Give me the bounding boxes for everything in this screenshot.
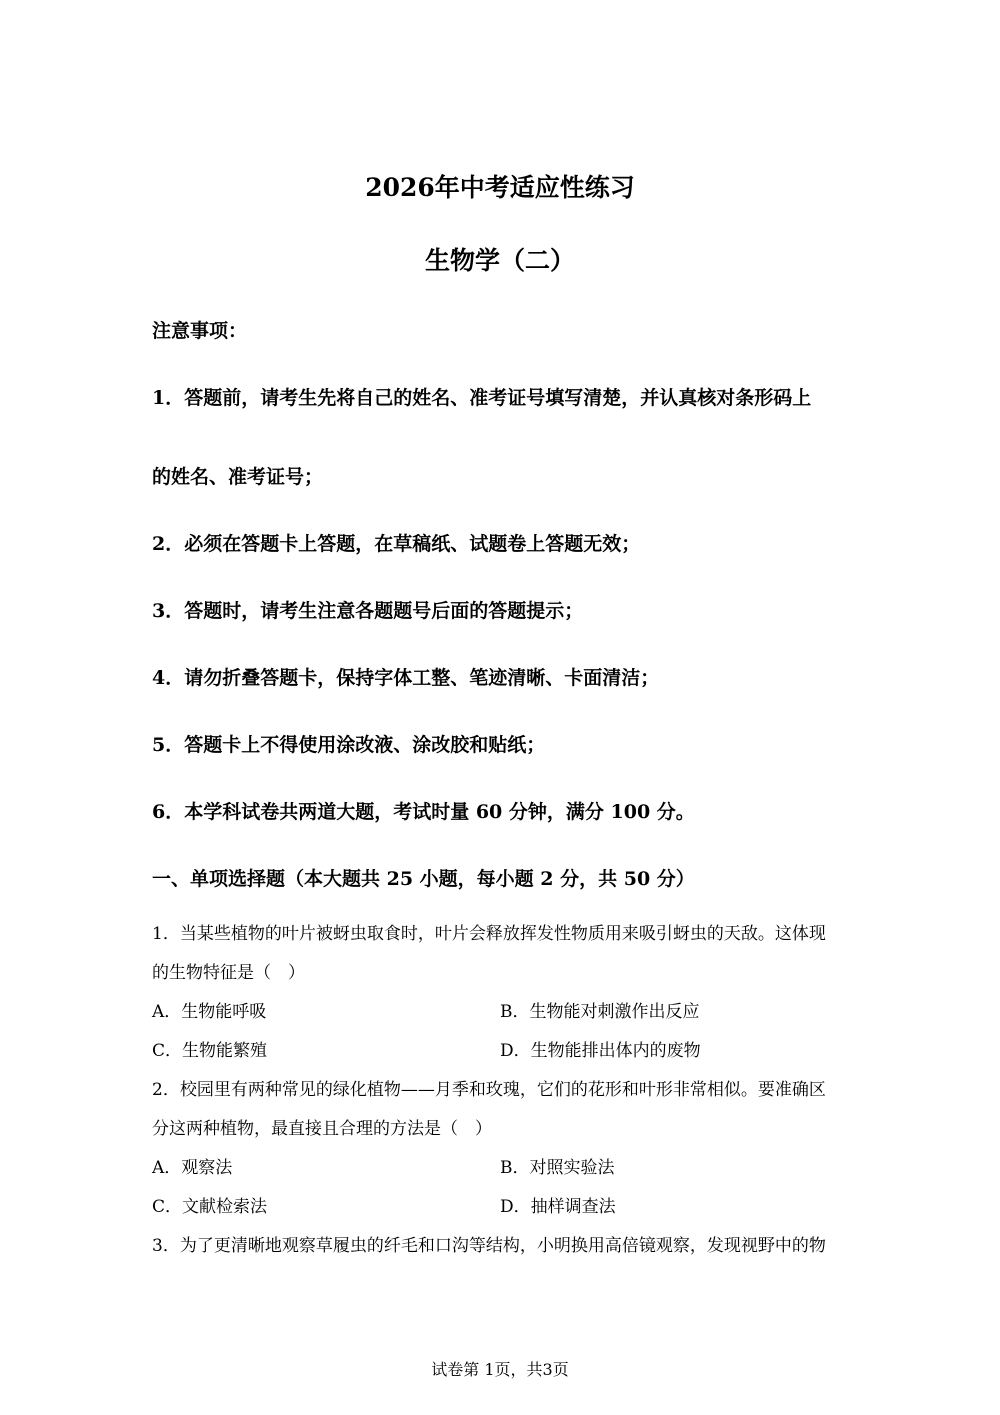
page-number: 试卷第 1页，共3页 bbox=[431, 1360, 569, 1379]
question-1-option-a: A．生物能呼吸 bbox=[152, 1002, 267, 1022]
notice-item: 3．答题时，请考生注意各题题号后面的答题提示； bbox=[152, 600, 584, 622]
notice-heading: 注意事项： bbox=[152, 320, 248, 342]
question-1-option-d: D．生物能排出体内的废物 bbox=[500, 1041, 701, 1061]
question-2-option-c: C．文献检索法 bbox=[152, 1197, 268, 1217]
exam-subtitle: 生物学（二） bbox=[424, 246, 575, 275]
question-1-stem: 的生物特征是（ ） bbox=[152, 963, 305, 983]
notice-item: 的姓名、准考证号； bbox=[152, 466, 324, 488]
question-2-stem: 分这两种植物，最直接且合理的方法是（ ） bbox=[152, 1119, 492, 1139]
question-1-option-b: B．生物能对刺激作出反应 bbox=[500, 1002, 700, 1022]
question-2-option-b: B．对照实验法 bbox=[500, 1158, 615, 1178]
notice-item: 6．本学科试卷共两道大题，考试时量 60 分钟，满分 100 分。 bbox=[152, 801, 695, 823]
notice-item: 5．答题卡上不得使用涂改液、涂改胶和贴纸； bbox=[152, 734, 546, 756]
exam-title: 2026年中考适应性练习 bbox=[365, 173, 635, 202]
question-3-stem: 3．为了更清晰地观察草履虫的纤毛和口沟等结构，小明换用高倍镜观察，发现视野中的物 bbox=[152, 1236, 826, 1256]
notice-item: 4．请勿折叠答题卡，保持字体工整、笔迹清晰、卡面清洁； bbox=[152, 667, 660, 689]
question-2-option-a: A．观察法 bbox=[152, 1158, 233, 1178]
question-2-stem: 2．校园里有两种常见的绿化植物——月季和玫瑰，它们的花形和叶形非常相似。要准确区 bbox=[152, 1080, 826, 1100]
section-heading: 一、单项选择题（本大题共 25 小题，每小题 2 分，共 50 分） bbox=[152, 868, 695, 890]
question-1-stem: 1．当某些植物的叶片被蚜虫取食时，叶片会释放挥发性物质用来吸引蚜虫的天敌。这体现 bbox=[152, 924, 826, 944]
notice-item: 2．必须在答题卡上答题，在草稿纸、试题卷上答题无效； bbox=[152, 533, 641, 555]
notice-item: 1．答题前，请考生先将自己的姓名、准考证号填写清楚，并认真核对条形码上 bbox=[152, 387, 812, 409]
question-2-option-d: D．抽样调查法 bbox=[500, 1197, 616, 1217]
question-1-option-c: C．生物能繁殖 bbox=[152, 1041, 268, 1061]
